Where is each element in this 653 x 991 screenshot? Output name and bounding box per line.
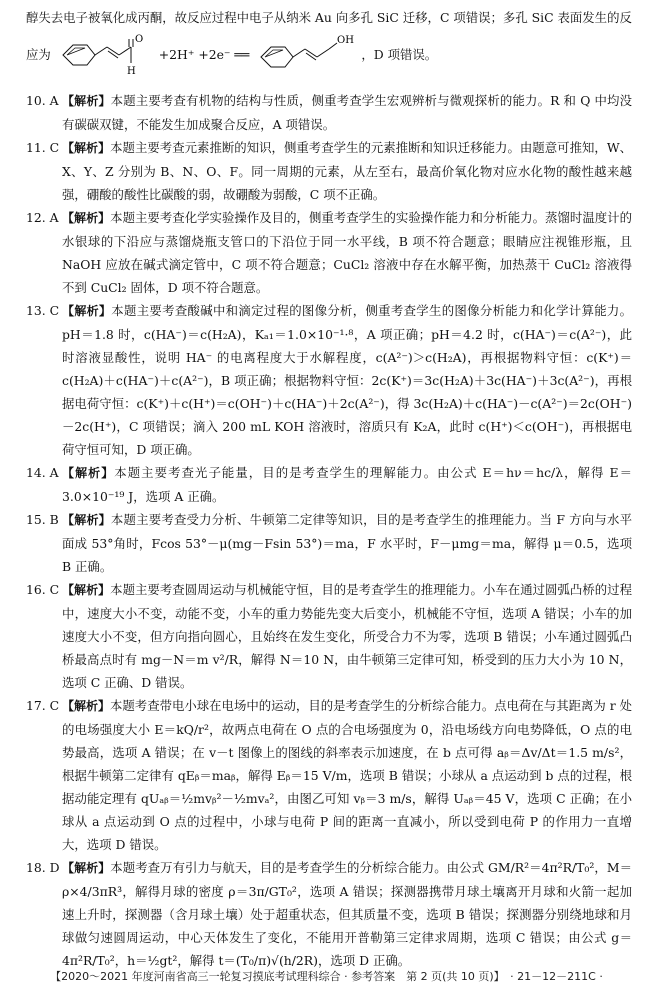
answer-text: 本题主要考查光子能量，目的是考查学生的理解能力。由公式 E＝hν＝hc/λ，解得 E＝3.0×10⁻¹⁹ J，选项 A 正确。 (62, 465, 632, 504)
answer-item (26, 578, 632, 694)
answer-number: 18. D (26, 860, 60, 875)
answer-item (26, 856, 632, 972)
answer-text: 本题考查带电小球在电场中的运动，目的是考查学生的分析综合能力。点电荷在与其距离为 r 处的电场强度大小 E＝kQ/r²，故两点电荷在 O 点的合电场强度为 0，沿电场线方向电势降低，O 点的电势最高，选项 A 错误；在 v－t 图像上的图线的斜率表示加速度，在 b 点可得 aᵦ＝Δv/Δt＝1.5 m/s²，根据牛顿第二定律有 qEᵦ＝maᵦ，解得 Eᵦ＝15 V/m，选项 B 错误；小球从 a 点运动到 b 点的过程，根据动能定理有 qUₐᵦ＝½mvᵦ²－½mvₐ²，由图乙可知 vᵦ＝3 m/s，解得 Uₐᵦ＝45 V，选项 C 正确；在小球从 a 点运动到 O 点的过程中，小球与电荷 P 间的距离一直减小，所以受到电荷 P 的作用力一直增大，选项 D 错误。 (62, 698, 632, 852)
answer-text: 本题主要考查圆周运动与机械能守恒，目的是考查学生的推理能力。小车在通过圆弧凸桥的过程中，速度大小不变，动能不变，小车的重力势能先变大后变小，机械能不守恒，选项 A 错误；小车的加速度大小不变，但方向指向圆心，且始终在发生变化，所受合力不为零，选项 B 错误；小车通过圆弧凸桥最高点时有 mg－N＝m v²/R，解得 N＝10 N，由牛顿第三定律可知，桥受到的压力大小为 10 N，选项 C 正确、D 错误。 (62, 582, 632, 690)
answer-number: 15. B (26, 512, 59, 527)
answer-list (26, 89, 632, 972)
analysis-tag: 【解析】 (62, 94, 111, 108)
analysis-tag: 【解析】 (62, 699, 111, 713)
intro-line: 醇失去电子被氧化成丙酮，故反应过程中电子从纳米 Au 向多孔 SiC 迁移，C 项错误；多孔 SiC 表面发生的反 (26, 10, 632, 25)
answer-number: 17. C (26, 698, 60, 713)
cinnamaldehyde-structure (55, 33, 155, 77)
answer-body (62, 856, 632, 972)
answer-text: 本题主要考查酸碱中和滴定过程的图像分析，侧重考查学生的图像分析能力和化学计算能力。pH＝1.8 时，c(HA⁻)＝c(H₂A)，Kₐ₁＝1.0×10⁻¹·⁸，A 项正确；pH＝4.2 时，c(HA⁻)＝c(A²⁻)，此时溶液显酸性，说明 HA⁻ 的电离程度大于水解程度，c(A²⁻)＞c(H₂A)，再根据物料守恒：c(K⁺)＝c(H₂A)＋c(HA⁻)＋c(A²⁻)，B 项正确；根据物料守恒：2c(K⁺)＝3c(H₂A)＋3c(HA⁻)＋3c(A²⁻)，再根据电荷守恒：c(K⁺)＋c(H⁺)＝c(OH⁻)＋c(HA⁻)＋2c(A²⁻)，得 3c(H₂A)＋c(HA⁻)－c(A²⁻)＝2c(OH⁻)－2c(H⁺)，C 项错误；滴入 200 mL KOH 溶液时，溶质只有 K₂A，此时 c(H⁺)＜c(OH⁻)，再根据电荷守恒可知，D 项正确。 (62, 303, 632, 457)
answer-body (62, 299, 632, 461)
analysis-tag: 【解析】 (62, 583, 111, 597)
answer-item (26, 136, 632, 206)
answer-item (26, 299, 632, 461)
answer-number: 10. A (26, 93, 59, 108)
answer-body (62, 578, 632, 694)
answer-text: 本题主要考查有机物的结构与性质，侧重考查学生宏观辨析与微观探析的能力。R 和 Q 中均没有碳碳双键，不能发生加成聚合反应，A 项错误。 (62, 93, 632, 132)
answer-number: 12. A (26, 210, 59, 225)
answer-body (62, 694, 632, 856)
eq-suffix: ，D 项错误。 (361, 47, 438, 62)
answer-number: 11. C (26, 140, 60, 155)
answer-item (26, 89, 632, 136)
answer-page (26, 6, 632, 972)
answer-text: 本题主要考查化学实验操作及目的，侧重考查学生的实验操作能力和分析能力。蒸馏时温度计的水银球的下沿应与蒸馏烧瓶支管口的下沿位于同一水平线，B 项不符合题意；眼睛应注视锥形瓶，且 NaOH 应放在碱式滴定管中，C 项不符合题意；CuCl₂ 溶液中存在水解平衡，加热蒸干 CuCl₂ 溶液得不到 CuCl₂ 固体，D 项不符合题意。 (62, 210, 632, 295)
answer-text: 本题考查万有引力与航天，目的是考查学生的分析综合能力。由公式 GM/R²＝4π²R/T₀²，M＝ρ×4/3πR³，解得月球的密度 ρ＝3π/GT₀²，选项 A 错误；探测器携带月球土壤离开月球和火箭一起加速上升时，探测器（含月球土壤）处于超重状态，但其质量不变，选项 B 错误；探测器分别绕地球和月球做匀速圆周运动，中心天体发生了变化，不能用开普勒第三定律求周期，选项 C 错误；由公式 g＝4π²R/T₀²，h＝½gt²，解得 t＝(T₀/π)√(h/2R)，选项 D 正确。 (62, 860, 632, 968)
reaction-equation (26, 33, 632, 77)
mol-oxygen-label: O (134, 34, 143, 45)
answer-body (62, 461, 632, 508)
cinnamyl-alcohol-structure (253, 33, 357, 77)
answer-item (26, 694, 632, 856)
answer-item (26, 461, 632, 508)
analysis-tag: 【解析】 (62, 513, 111, 527)
answer-body (62, 508, 632, 578)
answer-text: 本题主要考查受力分析、牛顿第二定律等知识，目的是考查学生的推理能力。当 F 方向与水平面成 53°角时，Fcos 53°－μ(mg－Fsin 53°)＝ma，F 水平时，F－μmg＝ma，解得 μ＝0.5，选项 B 正确。 (62, 512, 632, 574)
answer-body (62, 206, 632, 299)
answer-number: 14. A (26, 465, 59, 480)
analysis-tag: 【解析】 (62, 211, 111, 225)
answer-body (62, 136, 632, 206)
answer-body (62, 89, 632, 136)
eq-middle: +2H⁺ +2e⁻ ══ (158, 47, 250, 62)
page-footer: 【2020～2021 年度河南省高三一轮复习摸底考试理科综合 · 参考答案 第 2 页(共 10 页)】 · 21－12－211C · (50, 970, 603, 983)
analysis-tag: 【解析】 (62, 861, 111, 875)
answer-item (26, 508, 632, 578)
answer-item (26, 206, 632, 299)
mol-hydroxyl-label: OH (337, 35, 355, 46)
analysis-tag: 【解析】 (62, 466, 115, 480)
answer-number: 16. C (26, 582, 60, 597)
analysis-tag: 【解析】 (62, 141, 111, 155)
eq-prefix: 应为 (26, 47, 51, 62)
analysis-tag: 【解析】 (62, 304, 112, 318)
answer-text: 本题主要考查元素推断的知识，侧重考查学生的元素推断和知识迁移能力。由题意可推知，W、X、Y、Z 分别为 B、N、O、F。同一周期的元素，从左至右，最高价氧化物对应水化物的酸性越来越强，硼酸的酸性比碳酸的弱，故硼酸为弱酸，C 项不正确。 (62, 140, 632, 202)
answer-number: 13. C (26, 303, 60, 318)
mol-hydrogen-label: H (126, 66, 136, 77)
